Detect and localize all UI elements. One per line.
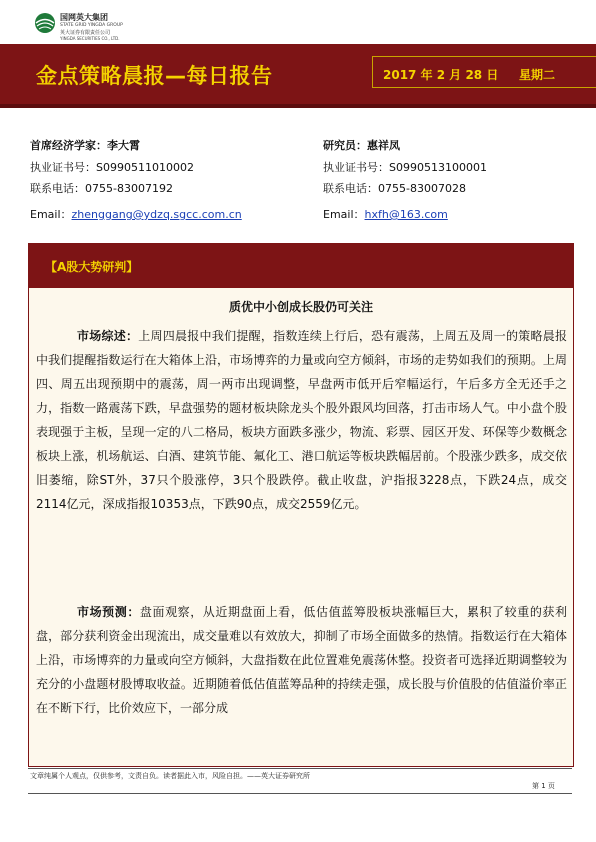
- market-forecast-text: 盘面观察，从近期盘面上看，低估值蓝筹股板块涨幅巨大，累积了较重的获利盘，部分获利资金出现流出，成交量难以有效放大，抑制了市场全面做多的热情。指数运行在大箱体上沿，市场博弈的力量或向空方倾斜，大盘指数在此位置难免震荡休整。投资者可选择近期调整较为充分的小盘题材股博取收益。近期随着低估值蓝筹品种的持续走强，成长股与价值股的估值溢价率正在不断下行，比价效应下，一部分成: [36, 605, 567, 715]
- market-review-lead: 市场综述：: [77, 329, 139, 343]
- section-body: [29, 288, 573, 766]
- report-title: 金点策略晨报—每日报告: [36, 64, 273, 88]
- chief-email-label: Email：: [30, 208, 72, 221]
- globe-logo-icon: [34, 12, 56, 34]
- chief-cert: 执业证书号：S0990511010002: [30, 161, 194, 174]
- chief-email-row: [30, 206, 242, 222]
- report-weekday: 星期二: [519, 68, 556, 82]
- market-forecast-paragraph: [36, 600, 567, 720]
- market-review-paragraph: [36, 324, 567, 516]
- chief-phone: 联系电话：0755-83007192: [30, 182, 173, 195]
- subsidiary-name: 英大证券有限责任公司: [60, 30, 111, 36]
- researcher-email-row: [323, 206, 448, 222]
- date-box: [372, 56, 596, 88]
- section-label: 【A股大势研判】: [45, 260, 139, 274]
- market-forecast-lead: 市场预测：: [77, 605, 140, 619]
- page-number: 第 1 页: [532, 782, 555, 790]
- researcher-phone: 联系电话：0755-83007028: [323, 182, 466, 195]
- company-logo: [34, 10, 184, 42]
- banner-rule: [0, 104, 596, 108]
- company-name-en: STATE GRID YINGDA GROUP: [60, 23, 123, 28]
- researcher-email-label: Email：: [323, 208, 365, 221]
- chief-email-link[interactable]: zhenggang@ydzq.sgcc.com.cn: [71, 208, 242, 221]
- subsidiary-name-en: YINGDA SECURITIES CO., LTD.: [60, 36, 120, 41]
- chief-economist: 首席经济学家：李大霄: [30, 139, 140, 152]
- researcher-cert: 执业证书号：S0990513100001: [323, 161, 487, 174]
- footer-rule: [28, 768, 572, 769]
- footer-rule-bottom: [28, 793, 572, 794]
- researcher: 研究员：惠祥凤: [323, 139, 400, 152]
- disclaimer: 文章纯属个人观点，仅供参考，文责自负。读者据此入市，风险自担。——英大证券研究所: [30, 772, 310, 780]
- market-review-text: 上周四晨报中我们提醒，指数连续上行后，恐有震荡，上周五及周一的策略晨报中我们提醒指数运行在大箱体上沿，市场博弈的力量或向空方倾斜，市场的走势如我们的预期。上周四、周五出现预期中的震荡，周一两市出现调整，早盘两市低开后窄幅运行，午后多方全无还手之力，指数一路震荡下跌，早盘强势的题材板块除龙头个股外跟风均回落，打击市场人气。中小盘个股表现强于主板，呈现一定的八二格局，板块方面跌多涨少，物流、彩票、园区开发、环保等少数概念板块上涨，机场航运、白酒、建筑节能、氟化工、港口航运等板块跌幅居前。个股涨少跌多，成交依旧萎缩，除ST外，37只个股涨停，3只个股跌停。截止收盘，沪指报3228点，下跌24点，成交2114亿元，深成指报10353点，下跌90点，成交2559亿元。: [36, 329, 567, 511]
- report-date: 2017 年 2 月 28 日: [383, 68, 499, 82]
- section-header: [29, 244, 573, 288]
- researcher-email-link[interactable]: hxfh@163.com: [364, 208, 448, 221]
- a-share-section: [28, 243, 574, 767]
- company-name: 国网英大集团: [60, 13, 108, 22]
- article-title: 质优中小创成长股仍可关注: [228, 300, 373, 314]
